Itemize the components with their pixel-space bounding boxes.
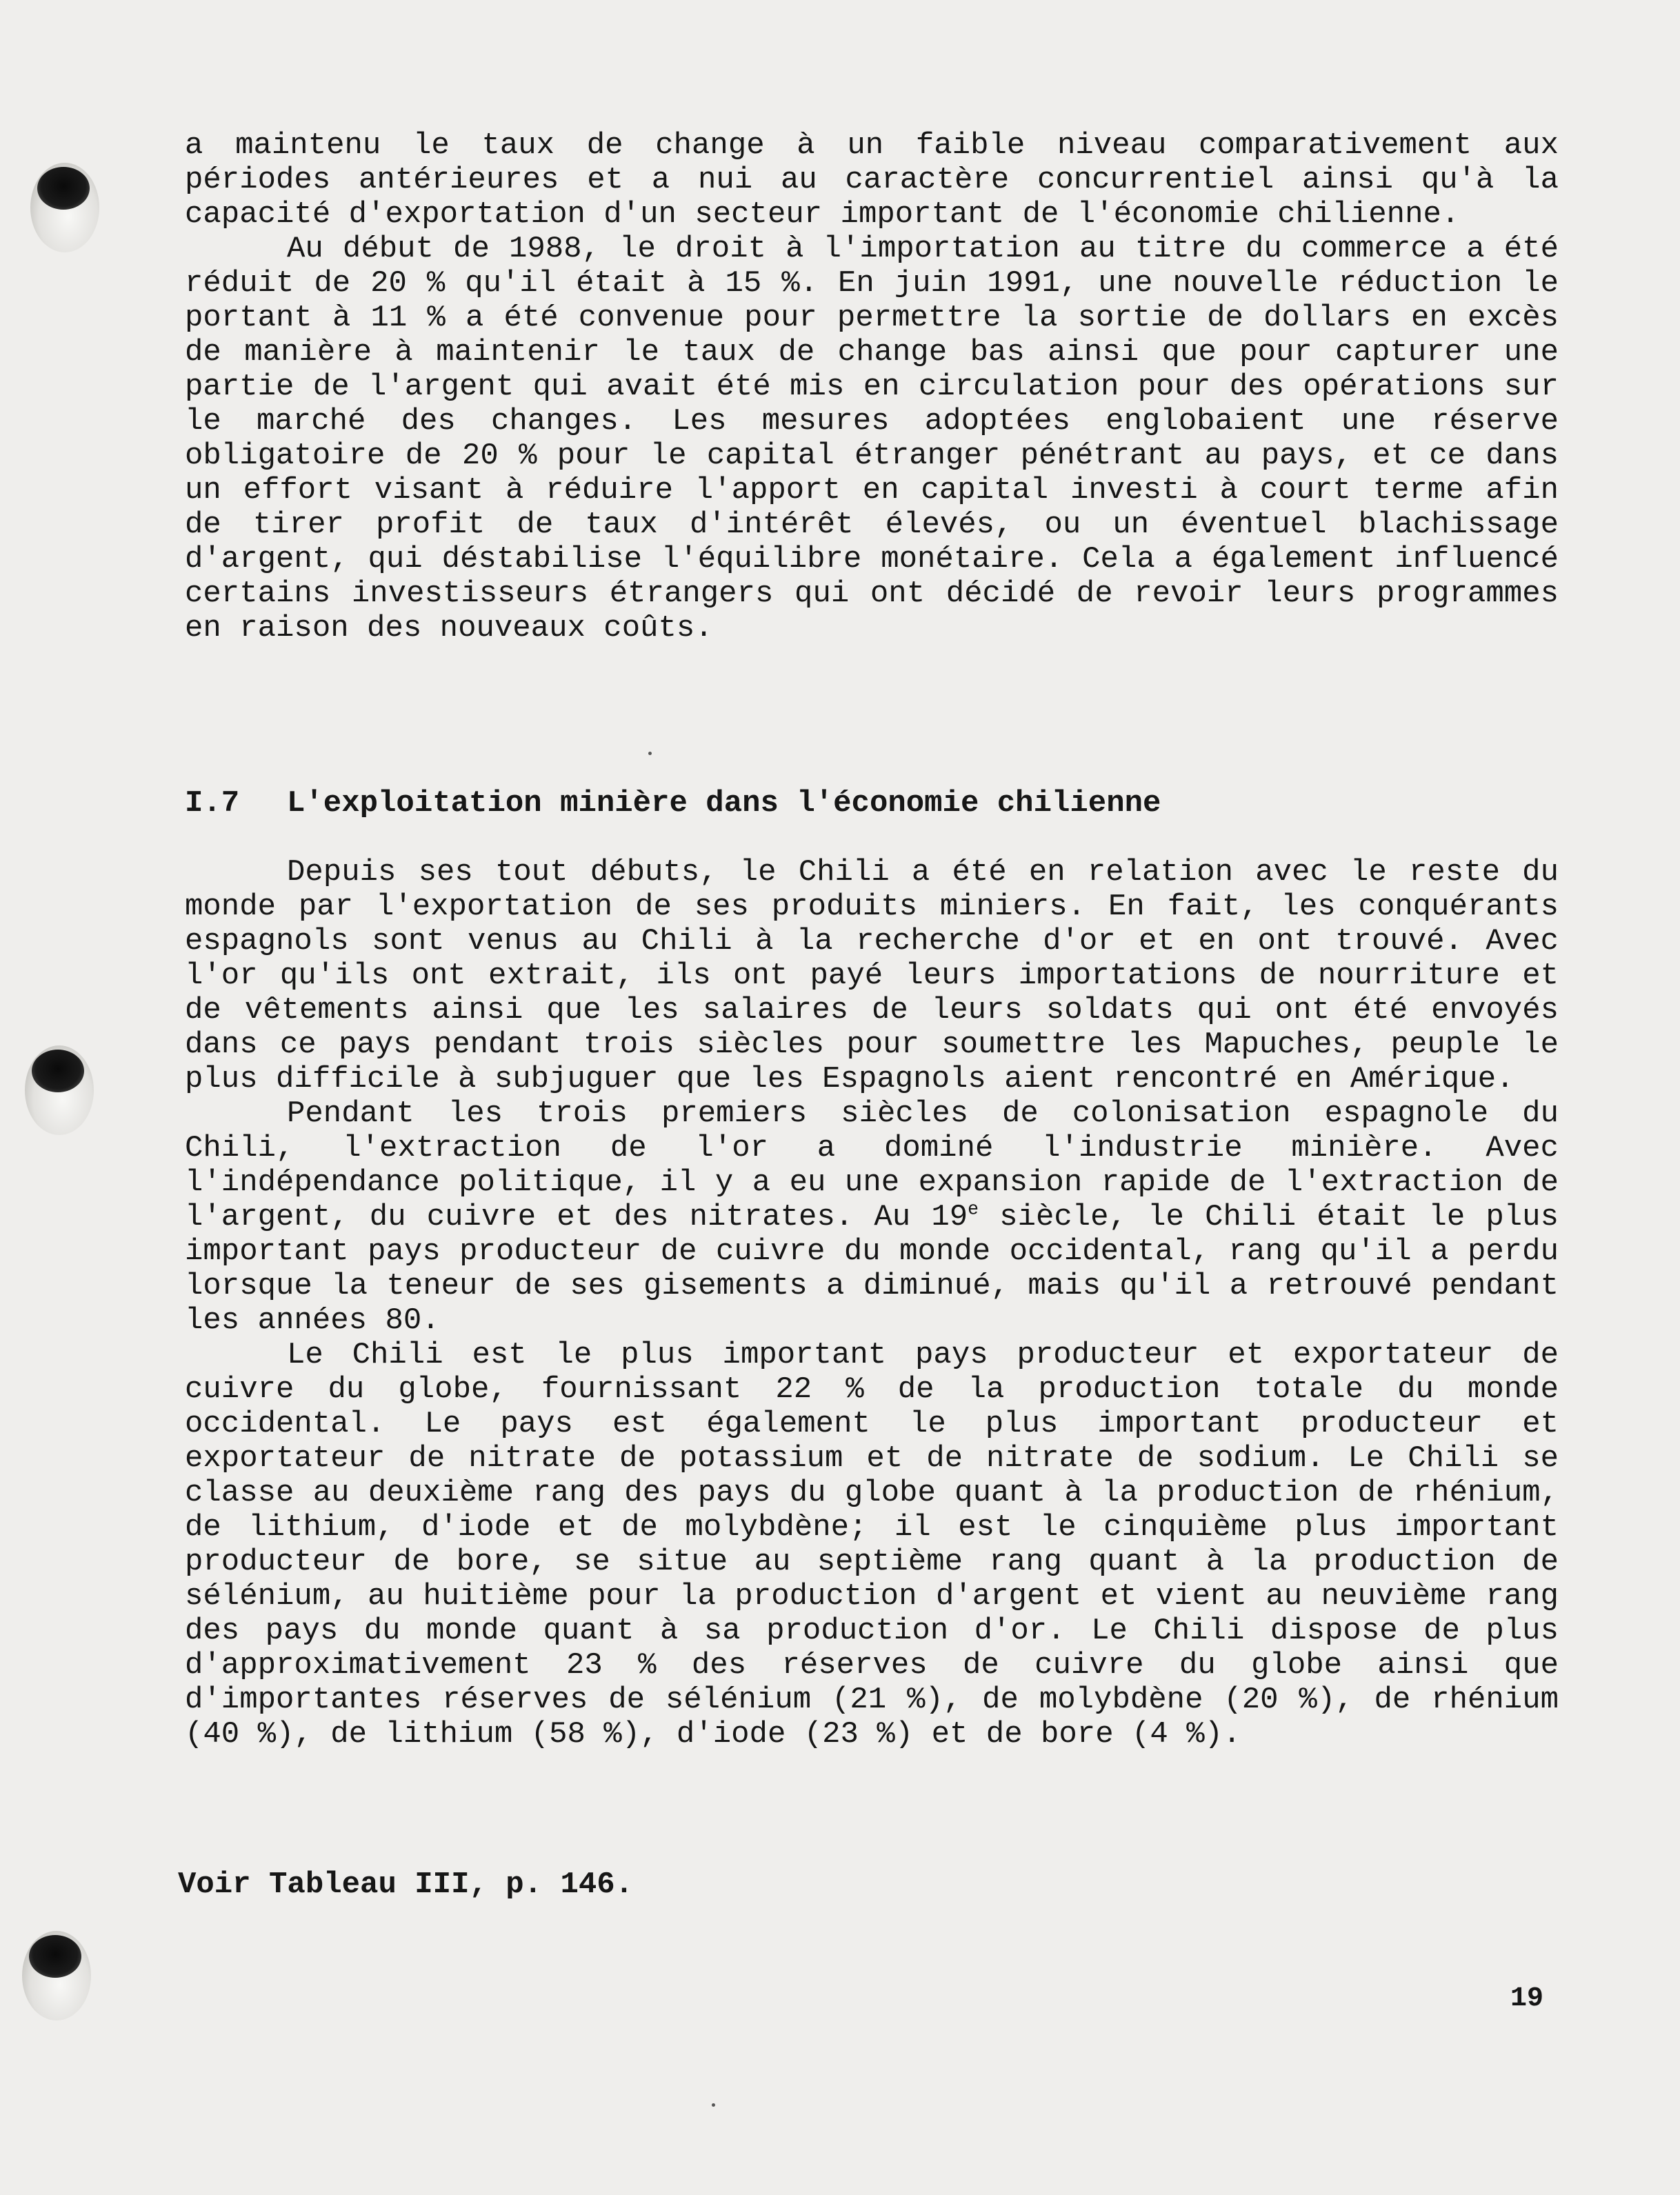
- speck: [712, 2103, 715, 2107]
- section-1-text: [185, 128, 1559, 645]
- binder-hole-top: [30, 163, 99, 252]
- section-2-text: [185, 855, 1559, 1752]
- paragraph: Le Chili est le plus important pays producteur et exportateur de cuivre du globe, fournissant 22 % de la production totale du monde occidental. Le pays est également le plus important producteur et exportateur de nitrate de potassium et de nitrate de sodium. Le Chili se classe au deuxième rang des pays du globe quant à la production de rhénium, de lithium, d'iode et de molybdène; il est le cinquième plus important producteur de bore, se situe au septième rang quant à la production de sélénium, au huitième pour la production d'argent et vient au neuvième rang des pays du monde quant à sa production d'or. Le Chili dispose de plus d'approximativement 23 % des réserves de cuivre du globe ainsi que d'importantes réserves de sélénium (21 %), de molybdène (20 %), de rhénium (40 %), de lithium (58 %), d'iode (23 %) et de bore (4 %).: [185, 1338, 1559, 1752]
- section-title: L'exploitation minière dans l'économie chilienne: [287, 786, 1161, 821]
- paragraph: Pendant les trois premiers siècles de colonisation espagnole du Chili, l'extraction de l'or a dominé l'industrie minière. Avec l'indépendance politique, il y a eu une expansion rapide de l'extraction de l'argent, du cuivre et des nitrates. Au 19e siècle, le Chili était le plus important pays producteur de cuivre du monde occidental, rang qu'il a perdu lorsque la teneur de ses gisements a diminué, mais qu'il a retrouvé pendant les années 80.: [185, 1096, 1559, 1338]
- binder-hole-bottom: [22, 1931, 91, 2021]
- paragraph: a maintenu le taux de change à un faible niveau comparativement aux périodes antérieures et a nui au caractère concurrentiel ainsi qu'à la capacité d'exportation d'un secteur important de l'économie chilienne.: [185, 128, 1559, 232]
- binder-hole-middle: [25, 1045, 94, 1135]
- page-number: 19: [1510, 1983, 1544, 2014]
- section-heading: [185, 786, 1161, 821]
- speck: [648, 752, 652, 755]
- paragraph: Depuis ses tout débuts, le Chili a été en relation avec le reste du monde par l'exportation de ses produits miniers. En fait, les conquérants espagnols sont venus au Chili à la recherche d'or et en ont trouvé. Avec l'or qu'ils ont extrait, ils ont payé leurs importations de nourriture et de vêtements ainsi que les salaires de leurs soldats qui ont été envoyés dans ce pays pendant trois siècles pour soumettre les Mapuches, peuple le plus difficile à subjuguer que les Espagnols aient rencontré en Amérique.: [185, 855, 1559, 1096]
- table-reference: Voir Tableau III, p. 146.: [178, 1867, 634, 1902]
- section-number: I.7: [185, 786, 240, 821]
- paragraph: Au début de 1988, le droit à l'importation au titre du commerce a été réduit de 20 % qu'il était à 15 %. En juin 1991, une nouvelle réduction le portant à 11 % a été convenue pour permettre la sortie de dollars en excès de manière à maintenir le taux de change bas ainsi que pour capturer une partie de l'argent qui avait été mis en circulation pour des opérations sur le marché des changes. Les mesures adoptées englobaient une réserve obligatoire de 20 % pour le capital étranger pénétrant au pays, et ce dans un effort visant à réduire l'apport en capital investi à court terme afin de tirer profit de taux d'intérêt élevés, ou un éventuel blachissage d'argent, qui déstabilise l'équilibre monétaire. Cela a également influencé certains investisseurs étrangers qui ont décidé de revoir leurs programmes en raison des nouveaux coûts.: [185, 232, 1559, 645]
